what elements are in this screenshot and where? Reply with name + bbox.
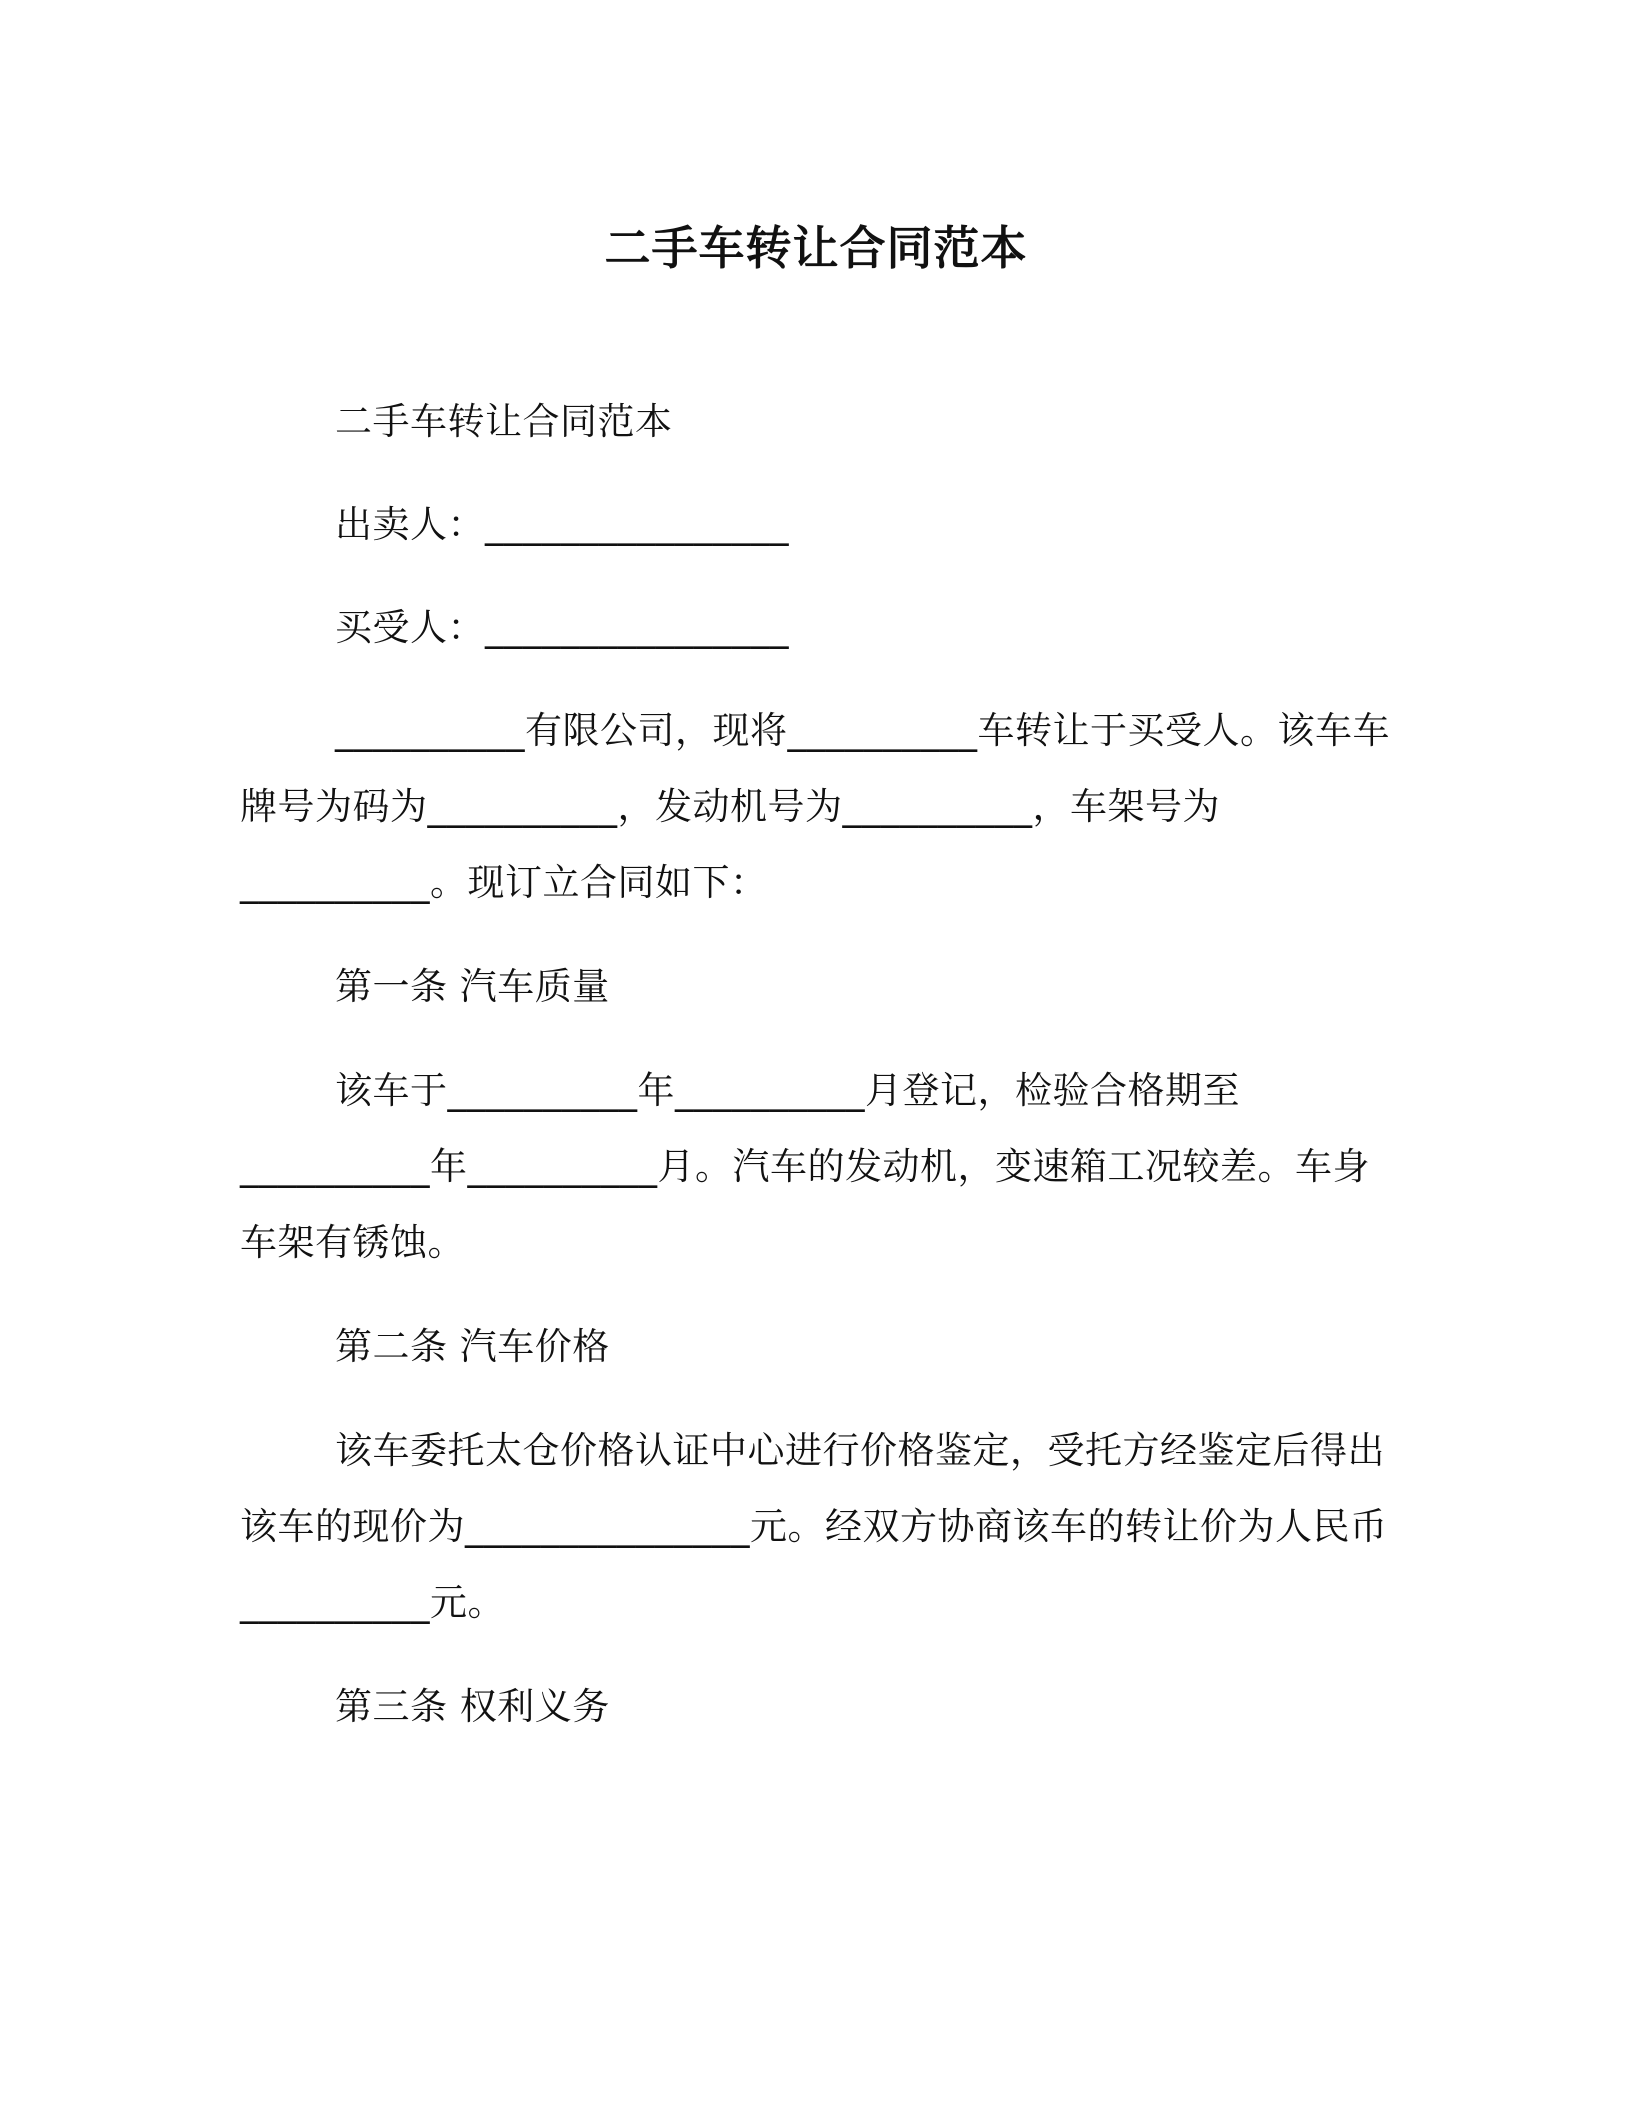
article2-line-2: 该车的现价为_______________元。经双方协商该车的转让价为人民币 (240, 1505, 1388, 1548)
document-title: 二手车转让合同范本 (604, 221, 1028, 275)
intro-line-3: __________。现订立合同如下： (240, 861, 768, 904)
article2-line-1: 该车委托太仓价格认证中心进行价格鉴定，受托方经鉴定后得出 (335, 1429, 1385, 1472)
article1-line-1: 该车于__________年__________月登记，检验合格期至 (335, 1069, 1240, 1112)
article1-heading: 第一条 汽车质量 (335, 965, 610, 1008)
article1-line-2: __________年__________月。汽车的发动机，变速箱工况较差。车身 (240, 1145, 1370, 1188)
intro-line-1: __________有限公司，现将__________车转让于买受人。该车车 (335, 709, 1390, 752)
subtitle: 二手车转让合同范本 (335, 400, 673, 443)
intro-line-2: 牌号为码为__________，发动机号为__________，车架号为 (240, 785, 1220, 828)
seller-line: 出卖人：________________ (335, 503, 789, 546)
buyer-line: 买受人：________________ (335, 606, 789, 649)
article2-heading: 第二条 汽车价格 (335, 1325, 610, 1368)
article1-line-3: 车架有锈蚀。 (240, 1221, 465, 1264)
article3-heading: 第三条 权利义务 (335, 1685, 610, 1728)
article2-line-3: __________元。 (240, 1581, 505, 1624)
